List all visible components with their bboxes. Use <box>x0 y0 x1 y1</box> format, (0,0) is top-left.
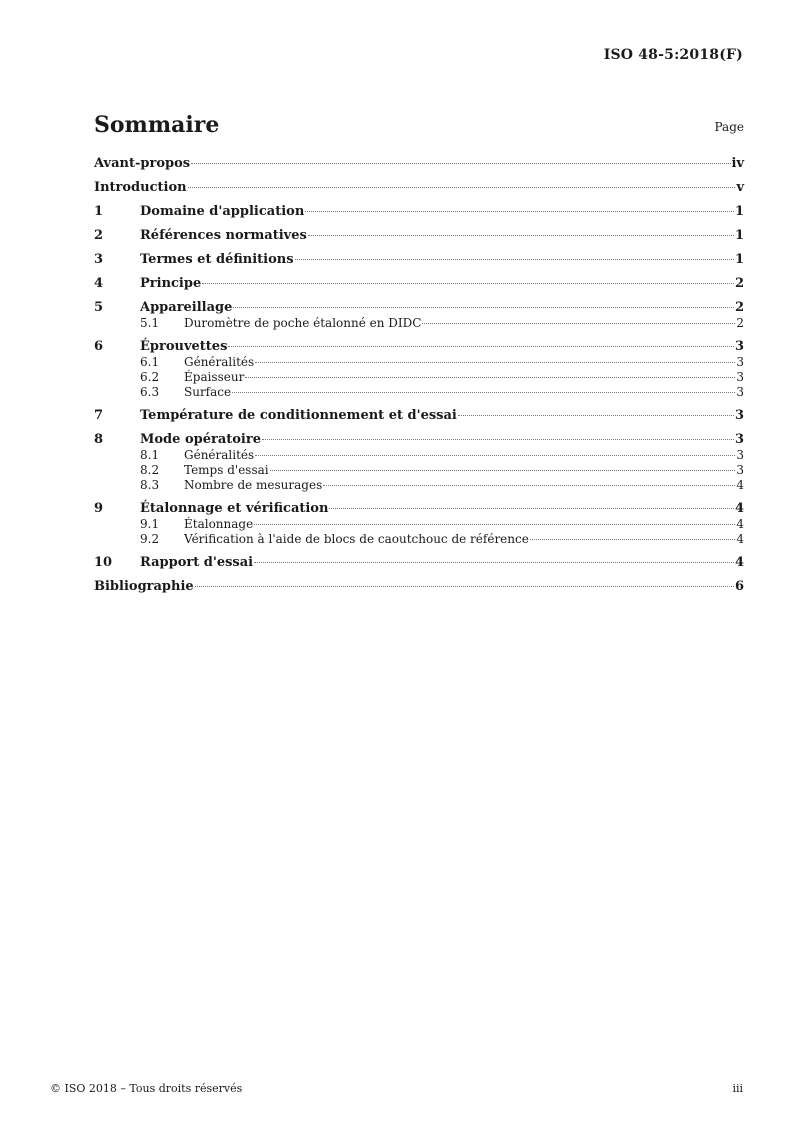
toc-entry-number: 1 <box>94 204 104 219</box>
dot-leader <box>233 307 734 308</box>
toc-entry[interactable] <box>94 156 744 172</box>
dot-leader <box>191 163 730 164</box>
table-of-contents <box>94 156 744 595</box>
toc-entry-page: 4 <box>734 555 744 570</box>
toc-entry-page: 1 <box>734 228 744 243</box>
document-id: ISO 48-5:2018(F) <box>603 47 743 63</box>
toc-entry-number: 8 <box>94 432 104 447</box>
toc-entry[interactable] <box>94 432 744 448</box>
toc-entry-title[interactable]: Temps d'essai <box>184 463 269 477</box>
toc-entry[interactable] <box>94 339 744 355</box>
toc-subentry[interactable] <box>94 385 744 400</box>
dot-leader <box>228 346 734 347</box>
dot-leader <box>254 562 734 563</box>
toc-entry-page: 4 <box>736 532 744 546</box>
toc-subentry[interactable] <box>94 517 744 532</box>
toc-entry-title[interactable]: Avant-propos <box>94 156 191 171</box>
toc-entry-number: 6 <box>94 339 104 354</box>
dot-leader <box>308 235 734 236</box>
toc-entry-title[interactable]: Duromètre de poche étalonné en DIDC <box>184 316 422 330</box>
dot-leader <box>458 415 734 416</box>
dot-leader <box>195 586 734 587</box>
dot-leader <box>329 508 734 509</box>
toc-entry-number: 8.2 <box>140 463 160 477</box>
toc-entry[interactable] <box>94 252 744 268</box>
dot-leader <box>255 455 735 456</box>
toc-entry-title[interactable]: Éprouvettes <box>140 339 228 354</box>
toc-entry-page: 4 <box>734 501 744 516</box>
toc-entry-number: 5 <box>94 300 104 315</box>
toc-entry-title[interactable]: Termes et définitions <box>140 252 294 267</box>
toc-entry[interactable] <box>94 180 744 196</box>
toc-entry-page: 3 <box>734 339 744 354</box>
toc-entry-number: 8.3 <box>140 478 160 492</box>
dot-leader <box>245 377 735 378</box>
toc-entry-page: 3 <box>736 385 744 399</box>
toc-entry-title[interactable]: Rapport d'essai <box>140 555 254 570</box>
toc-entry-page: 3 <box>734 408 744 423</box>
dot-leader <box>323 485 735 486</box>
toc-entry-number: 10 <box>94 555 113 570</box>
toc-entry-page: 3 <box>736 370 744 384</box>
toc-entry-page: 3 <box>734 432 744 447</box>
dot-leader <box>295 259 734 260</box>
toc-subentry[interactable] <box>94 532 744 547</box>
toc-entry-number: 6.1 <box>140 355 160 369</box>
toc-entry[interactable] <box>94 579 744 595</box>
toc-entry-title[interactable]: Généralités <box>184 448 255 462</box>
toc-subentry[interactable] <box>94 355 744 370</box>
footer-copyright: © ISO 2018 – Tous droits réservés <box>50 1082 243 1095</box>
toc-entry-page: 4 <box>736 478 744 492</box>
toc-entry-title[interactable]: Références normatives <box>140 228 307 243</box>
toc-entry[interactable] <box>94 204 744 220</box>
toc-entry[interactable] <box>94 300 744 316</box>
toc-entry-title[interactable]: Domaine d'application <box>140 204 305 219</box>
toc-entry-number: 5.1 <box>140 316 160 330</box>
toc-entry-title[interactable]: Généralités <box>184 355 255 369</box>
toc-entry-title[interactable]: Étalonnage et vérification <box>140 501 329 516</box>
toc-entry-number: 6.3 <box>140 385 160 399</box>
toc-entry-page: 2 <box>734 276 744 291</box>
dot-leader <box>262 439 734 440</box>
dot-leader <box>270 470 736 471</box>
toc-entry-number: 9.2 <box>140 532 160 546</box>
toc-entry-page: 1 <box>734 252 744 267</box>
toc-entry-title[interactable]: Épaisseur <box>184 370 245 384</box>
toc-entry-page: 3 <box>736 448 744 462</box>
toc-entry-page: 3 <box>736 355 744 369</box>
dot-leader <box>254 524 735 525</box>
dot-leader <box>422 323 735 324</box>
toc-entry-page: 2 <box>734 300 744 315</box>
toc-entry-title[interactable]: Principe <box>140 276 202 291</box>
toc-entry-number: 8.1 <box>140 448 160 462</box>
dot-leader <box>305 211 734 212</box>
toc-entry-title[interactable]: Mode opératoire <box>140 432 261 447</box>
toc-entry[interactable] <box>94 501 744 517</box>
toc-entry-page: 3 <box>736 463 744 477</box>
toc-entry-title[interactable]: Nombre de mesurages <box>184 478 323 492</box>
toc-entry-title[interactable]: Introduction <box>94 180 187 195</box>
toc-entry-title[interactable]: Température de conditionnement et d'essai <box>140 408 457 423</box>
toc-subentry[interactable] <box>94 448 744 463</box>
toc-entry-title[interactable]: Étalonnage <box>184 517 254 531</box>
toc-entry[interactable] <box>94 228 744 244</box>
footer-page-number: iii <box>732 1082 743 1095</box>
title-row <box>94 112 744 142</box>
toc-entry-page: v <box>736 180 744 195</box>
toc-entry-page: 2 <box>736 316 744 330</box>
toc-entry-page: 1 <box>734 204 744 219</box>
dot-leader <box>202 283 734 284</box>
toc-entry-number: 7 <box>94 408 104 423</box>
toc-subentry[interactable] <box>94 370 744 385</box>
toc-subentry[interactable] <box>94 316 744 331</box>
toc-entry-number: 4 <box>94 276 104 291</box>
page-title: Sommaire <box>94 112 220 138</box>
toc-entry-title[interactable]: Appareillage <box>140 300 233 315</box>
toc-entry-title[interactable]: Vérification à l'aide de blocs de caoutchouc de référence <box>184 532 529 546</box>
toc-subentry[interactable] <box>94 463 744 478</box>
toc-entry[interactable] <box>94 555 744 571</box>
dot-leader <box>255 362 735 363</box>
toc-entry-page: iv <box>731 156 744 171</box>
toc-entry-title[interactable]: Surface <box>184 385 232 399</box>
toc-entry[interactable] <box>94 408 744 424</box>
toc-entry-number: 6.2 <box>140 370 160 384</box>
dot-leader <box>530 539 736 540</box>
toc-entry-number: 2 <box>94 228 104 243</box>
toc-entry-title[interactable]: Bibliographie <box>94 579 194 594</box>
dot-leader <box>188 187 736 188</box>
toc-entry[interactable] <box>94 276 744 292</box>
toc-entry-number: 3 <box>94 252 104 267</box>
toc-entry-page: 4 <box>736 517 744 531</box>
toc-entry-page: 6 <box>734 579 744 594</box>
toc-subentry[interactable] <box>94 478 744 493</box>
page-column-label: Page <box>714 120 744 134</box>
toc-entry-number: 9.1 <box>140 517 160 531</box>
dot-leader <box>232 392 735 393</box>
toc-entry-number: 9 <box>94 501 104 516</box>
